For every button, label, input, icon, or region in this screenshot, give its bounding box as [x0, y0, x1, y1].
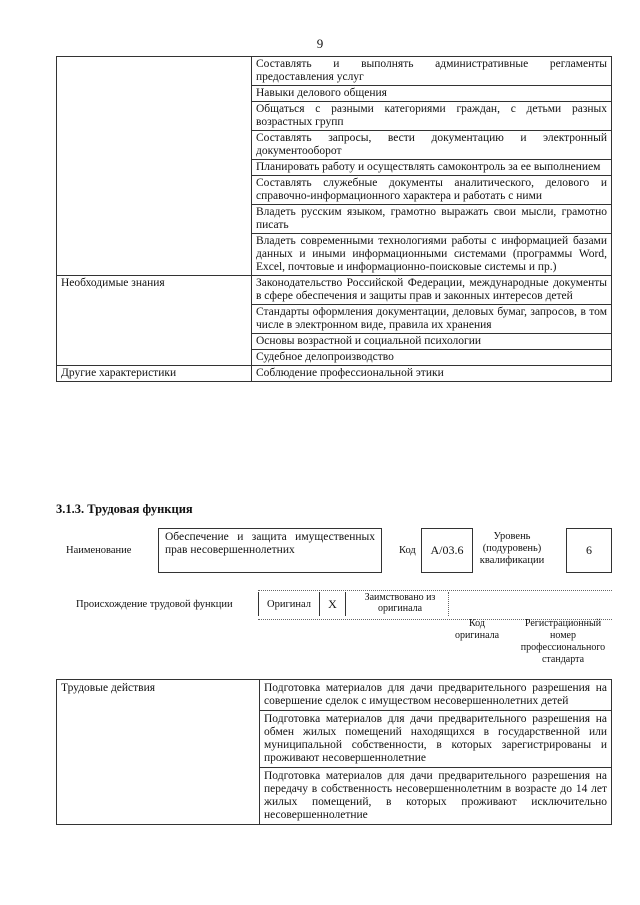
other-characteristics-label: Другие характеристики [57, 366, 252, 382]
origin-borrowed-label: Заимствовано из оригинала [364, 592, 436, 614]
skill-item: Навыки делового общения [252, 86, 612, 102]
origin-label: Происхождение трудовой функции [76, 599, 233, 610]
origin-original-label: Оригинал [258, 592, 320, 616]
function-name-value: Обеспечение и защита имущественных прав несовершеннолетних [158, 528, 382, 573]
skills-label-cell [57, 57, 252, 276]
skill-item: Владеть русским языком, грамотно выражать свои мысли, грамотно писать [252, 205, 612, 234]
other-characteristics-value: Соблюдение профессиональной этики [252, 366, 612, 382]
knowledge-item: Стандарты оформления документации, деловых бумаг, запросов, в том числе в электронном виде, правила их хранения [252, 305, 612, 334]
labor-action-item: Подготовка материалов для дачи предварительного разрешения на обмен жилых помещений находящихся в государственной или муниципальной собственности, в которых зарегистрированы и проживают несовершеннолетние [260, 711, 612, 768]
table-row [57, 57, 612, 86]
skill-item: Составлять служебные документы аналитического, делового и справочно-информационного характера и работать с ними [252, 176, 612, 205]
origin-original-mark: X [320, 592, 346, 616]
skill-item: Составлять и выполнять административные регламенты предоставления услуг [252, 57, 612, 86]
skill-item: Планировать работу и осуществлять самоконтроль за ее выполнением [252, 160, 612, 176]
qualification-level-value: 6 [566, 528, 612, 573]
qualification-level-label: Уровень (подуровень) квалификации [479, 531, 545, 566]
labor-actions-label: Трудовые действия [57, 680, 260, 825]
skill-item: Владеть современными технологиями работы с информацией базами данных и иными информационными системами (программы Word, Excel, почтовые и информационно-поисковые системы и пр.) [252, 234, 612, 276]
table-row [57, 276, 612, 305]
skills-knowledge-table [56, 56, 612, 382]
labor-action-item: Подготовка материалов для дачи предварительного разрешения на совершение сделок с имуществом несовершеннолетних детей [260, 680, 612, 711]
knowledge-label: Необходимые знания [57, 276, 252, 366]
page-number: 9 [316, 36, 324, 51]
labor-action-item: Подготовка материалов для дачи предварительного разрешения на передачу в собственность несовершеннолетним в возрасте до 14 лет жилых помещений, в которых проживают исключительно несовершеннолетние [260, 768, 612, 825]
function-code-value: А/03.6 [421, 528, 473, 573]
knowledge-item: Законодательство Российской Федерации, международные документы в сфере обеспечения и защиты прав и законных интересов детей [252, 276, 612, 305]
skill-item: Составлять запросы, вести документацию и электронный документооборот [252, 131, 612, 160]
function-name-label: Наименование [66, 545, 132, 556]
section-title: 3.1.3. Трудовая функция [56, 502, 193, 516]
table-row [57, 680, 612, 711]
code-original-label: Код оригинала [454, 618, 500, 641]
knowledge-item: Судебное делопроизводство [252, 350, 612, 366]
skill-item: Общаться с разными категориями граждан, с детьми разных возрастных групп [252, 102, 612, 131]
table-row [57, 366, 612, 382]
registration-number-label: Регистрационный номер профессионального стандарта [520, 618, 606, 665]
labor-actions-table [56, 679, 612, 825]
origin-divider [448, 592, 449, 616]
knowledge-item: Основы возрастной и социальной психологии [252, 334, 612, 350]
function-code-label: Код [399, 545, 416, 556]
